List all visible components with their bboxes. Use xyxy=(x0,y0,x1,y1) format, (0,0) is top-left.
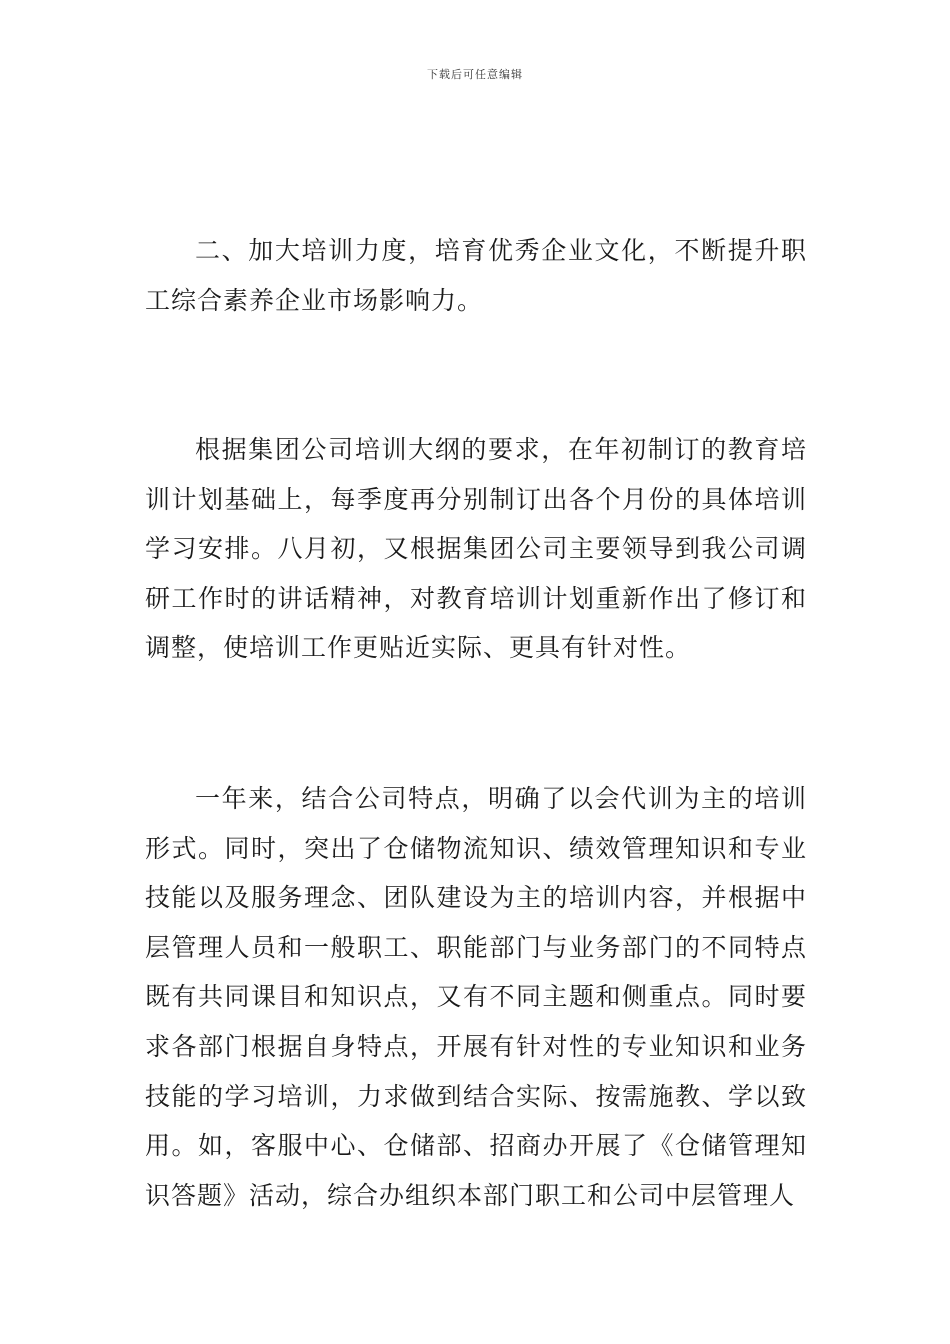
body-paragraph-training-plan: 根据集团公司培训大纲的要求，在年初制订的教育培训计划基础上，每季度再分别制订出各个月份的具体培训学习安排。八月初，又根据集团公司主要领导到我公司调研工作时的讲话精神，对教育培训计划重新作出了修订和调整，使培训工作更贴近实际、更具有针对性。 xyxy=(145,435,807,663)
page-header-note: 下载后可任意编辑 xyxy=(427,68,523,81)
section-heading-paragraph: 二、加大培训力度，培育优秀企业文化，不断提升职工综合素养企业市场影响力。 xyxy=(145,236,807,315)
body-paragraph-training-format: 一年来，结合公司特点，明确了以会代训为主的培训形式。同时，突出了仓储物流知识、绩效管理知识和专业技能以及服务理念、团队建设为主的培训内容，并根据中层管理人员和一般职工、职能部门与业务部门的不同特点既有共同课目和知识点，又有不同主题和侧重点。同时要求各部门根据自身特点，开展有针对性的专业知识和业务技能的学习培训，力求做到结合实际、按需施教、学以致用。如，客服中心、仓储部、招商办开展了《仓储管理知识答题》活动，综合办组织本部门职工和公司中层管理人 xyxy=(145,784,807,1210)
